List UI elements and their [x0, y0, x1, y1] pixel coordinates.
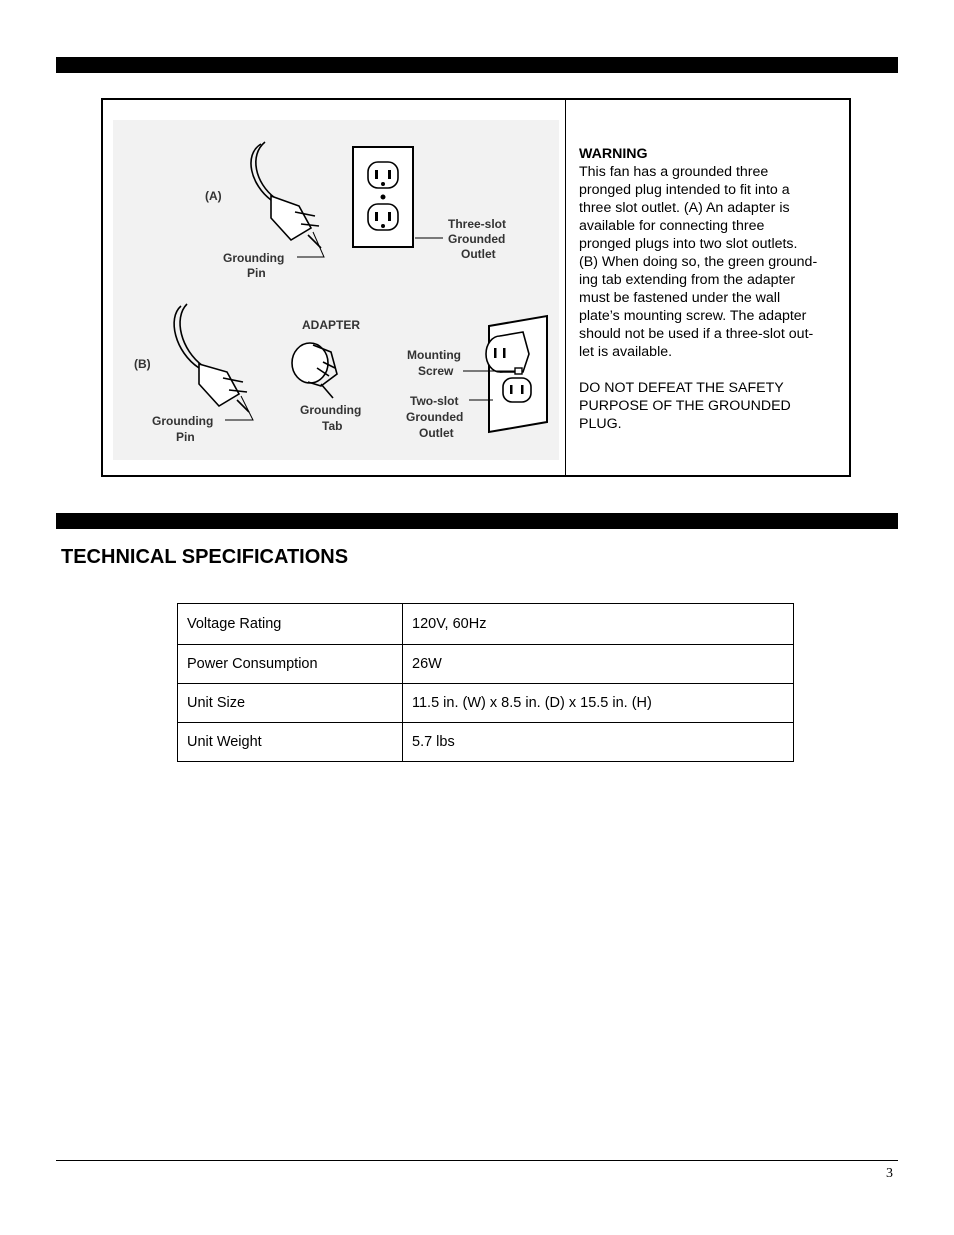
table-row [178, 645, 794, 684]
mounting-screw-label-2: Screw [418, 364, 454, 378]
warning-line: plate’s mounting screw. The adapter [579, 308, 807, 324]
three-slot-label-2: Grounded [448, 232, 506, 246]
warning-title: WARNING [579, 146, 648, 162]
specifications-table [177, 603, 794, 762]
two-slot-outlet-icon [486, 316, 547, 432]
table-row [178, 684, 794, 723]
caution-line: PLUG. [579, 416, 622, 432]
warning-line: let is available. [579, 344, 673, 360]
warning-text [579, 145, 845, 433]
two-slot-label-3: Outlet [419, 426, 454, 440]
grounding-illustration [103, 100, 566, 475]
three-slot-label-3: Outlet [461, 247, 496, 261]
spec-label: Unit Weight [178, 723, 403, 762]
two-slot-label-2: Grounded [406, 410, 464, 424]
warning-line: must be fastened under the wall [579, 290, 781, 306]
warning-line: available for connecting three [579, 218, 765, 234]
caution-line: PURPOSE OF THE GROUNDED [579, 398, 791, 414]
label-a: (A) [205, 189, 222, 203]
three-slot-outlet-icon [353, 147, 413, 247]
grounding-pin-b-label-2: Pin [176, 430, 195, 444]
grounding-pin-b-label-1: Grounding [152, 414, 214, 428]
grounding-pin-a-label-1: Grounding [223, 251, 285, 265]
page-number: 3 [886, 1166, 893, 1181]
label-b: (B) [134, 357, 151, 371]
three-slot-label-1: Three-slot [448, 217, 507, 231]
spec-value: 11.5 in. (W) x 8.5 in. (D) x 15.5 in. (H) [403, 684, 794, 723]
two-slot-label-1: Two-slot [410, 394, 459, 408]
section-rule [56, 513, 898, 529]
caution-line: DO NOT DEFEAT THE SAFETY [579, 380, 784, 396]
section-title: TECHNICAL SPECIFICATIONS [61, 546, 349, 568]
spec-label: Unit Size [178, 684, 403, 723]
spec-value: 5.7 lbs [403, 723, 794, 762]
spec-label: Voltage Rating [178, 604, 403, 645]
table-row [178, 604, 794, 645]
header-rule-top [56, 57, 898, 73]
grounding-pin-a-label-2: Pin [247, 266, 266, 280]
grounding-tab-label-2: Tab [322, 419, 343, 433]
warning-line: should not be used if a three-slot out- [579, 326, 814, 342]
plug-outlet-diagram [103, 100, 565, 475]
spec-label: Power Consumption [178, 645, 403, 684]
warning-line: pronged plug intended to fit into a [579, 182, 790, 198]
warning-line: pronged plugs into two slot outlets. [579, 236, 798, 252]
spec-value: 26W [403, 645, 794, 684]
footer-rule [56, 1160, 898, 1161]
grounding-tab-label-1: Grounding [300, 403, 362, 417]
adapter-label: ADAPTER [302, 318, 361, 332]
table-row [178, 723, 794, 762]
spec-value: 120V, 60Hz [403, 604, 794, 645]
warning-line: (B) When doing so, the green ground- [579, 254, 818, 270]
mounting-screw-label-1: Mounting [407, 348, 461, 362]
warning-line: three slot outlet. (A) An adapter is [579, 200, 790, 216]
warning-line: ing tab extending from the adapter [579, 272, 796, 288]
warning-spacer [579, 361, 845, 379]
grounding-warning-box [101, 98, 851, 477]
warning-line: This fan has a grounded three [579, 164, 769, 180]
